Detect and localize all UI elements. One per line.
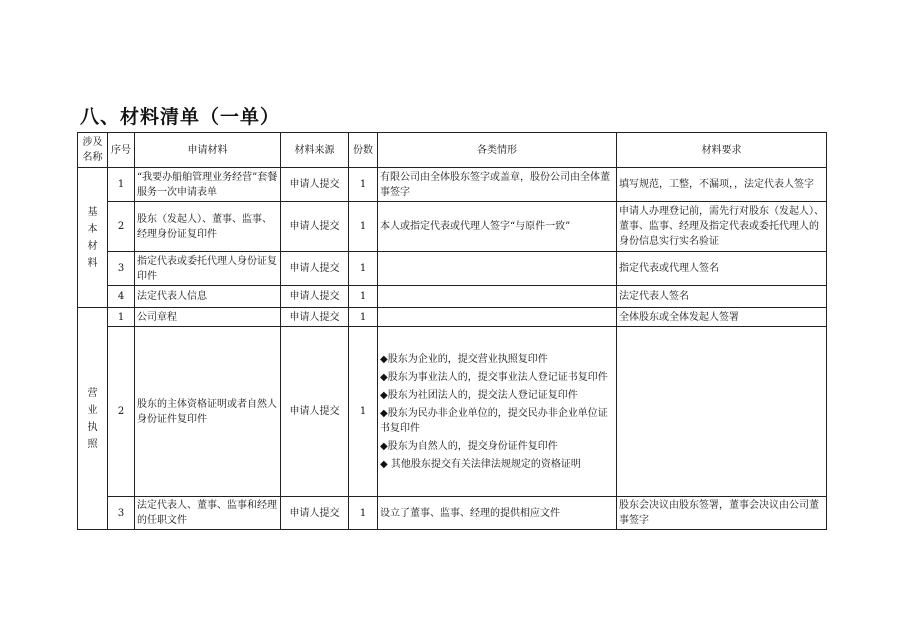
table-row [78,497,827,530]
header-category: 涉及名称 [78,133,108,168]
group-basic: 基本材料 [78,168,108,308]
materials-table [77,132,827,530]
table-row [78,286,827,308]
row-requirement: 全体股东或全体发起人签署 [617,308,827,327]
row-source: 申请人提交 [281,252,349,286]
row-seq: 4 [108,286,135,308]
row-material: 指定代表或委托代理人身份证复印件 [135,252,281,286]
row-copies: 1 [349,168,378,202]
row-requirement [617,327,827,497]
row-source: 申请人提交 [281,497,349,530]
row-material: 股东（发起人）、董事、监事、经理身份证复印件 [135,202,281,252]
row-copies: 1 [349,252,378,286]
row-seq: 3 [108,497,135,530]
situation-item: ◆股东为事业法人的，提交事业法人登记证书复印件 [380,371,608,383]
row-requirement: 法定代表人签名 [617,286,827,308]
situation-item: ◆股东为企业的，提交营业执照复印件 [380,353,548,365]
row-situation [378,252,617,286]
situation-item: ◆股东为自然人的，提交身份证件复印件 [380,440,558,452]
table-row [78,252,827,286]
situation-item: ◆ 其他股东提交有关法律法规规定的资格证明 [380,458,581,470]
row-requirement: 指定代表或代理人签名 [617,252,827,286]
row-source: 申请人提交 [281,202,349,252]
table-row [78,168,827,202]
row-situation [378,286,617,308]
header-situation: 各类情形 [378,133,617,168]
row-seq: 1 [108,168,135,202]
header-requirement: 材料要求 [617,133,827,168]
row-copies: 1 [349,202,378,252]
row-source: 申请人提交 [281,308,349,327]
row-situation [378,308,617,327]
row-situation-list [378,327,617,497]
row-copies: 1 [349,308,378,327]
row-seq: 1 [108,308,135,327]
row-material: 公司章程 [135,308,281,327]
row-source: 申请人提交 [281,286,349,308]
row-material: “我要办船舶管理业务经营”套餐服务一次申请表单 [135,168,281,202]
header-source: 材料来源 [281,133,349,168]
group-license: 营业执照 [78,308,108,530]
row-source: 申请人提交 [281,168,349,202]
row-situation: 本人或指定代表或代理人签字“与原件一致” [378,202,617,252]
header-copies: 份数 [349,133,378,168]
row-situation: 设立了董事、监事、经理的提供相应文件 [378,497,617,530]
row-material: 法定代表人信息 [135,286,281,308]
table-row [78,308,827,327]
page-title: 八、材料清单（一单） [80,106,281,128]
row-material: 股东的主体资格证明或者自然人身份证件复印件 [135,327,281,497]
row-copies: 1 [349,497,378,530]
row-requirement: 填写规范，工整，不漏项，，法定代表人签字 [617,168,827,202]
header-seq: 序号 [108,133,135,168]
table-header-row [78,133,827,168]
row-requirement: 股东会决议由股东签署，董事会决议由公司董事签字 [617,497,827,530]
table-row [78,327,827,497]
situation-item: ◆股东为社团法人的，提交法人登记证复印件 [380,389,578,401]
row-copies: 1 [349,327,378,497]
row-copies: 1 [349,286,378,308]
table-row [78,202,827,252]
row-seq: 2 [108,202,135,252]
row-source: 申请人提交 [281,327,349,497]
row-seq: 2 [108,327,135,497]
row-situation: 有限公司由全体股东签字或盖章，股份公司由全体董事签字 [378,168,617,202]
row-requirement: 申请人办理登记前，需先行对股东（发起人）、董事、监事、经理及指定代表或委托代理人的身份信息实行实名验证 [617,202,827,252]
situation-item: ◆股东为民办非企业单位的，提交民办非企业单位证书复印件 [380,407,608,434]
row-material: 法定代表人、董事、监事和经理的任职文件 [135,497,281,530]
header-material: 申请材料 [135,133,281,168]
row-seq: 3 [108,252,135,286]
